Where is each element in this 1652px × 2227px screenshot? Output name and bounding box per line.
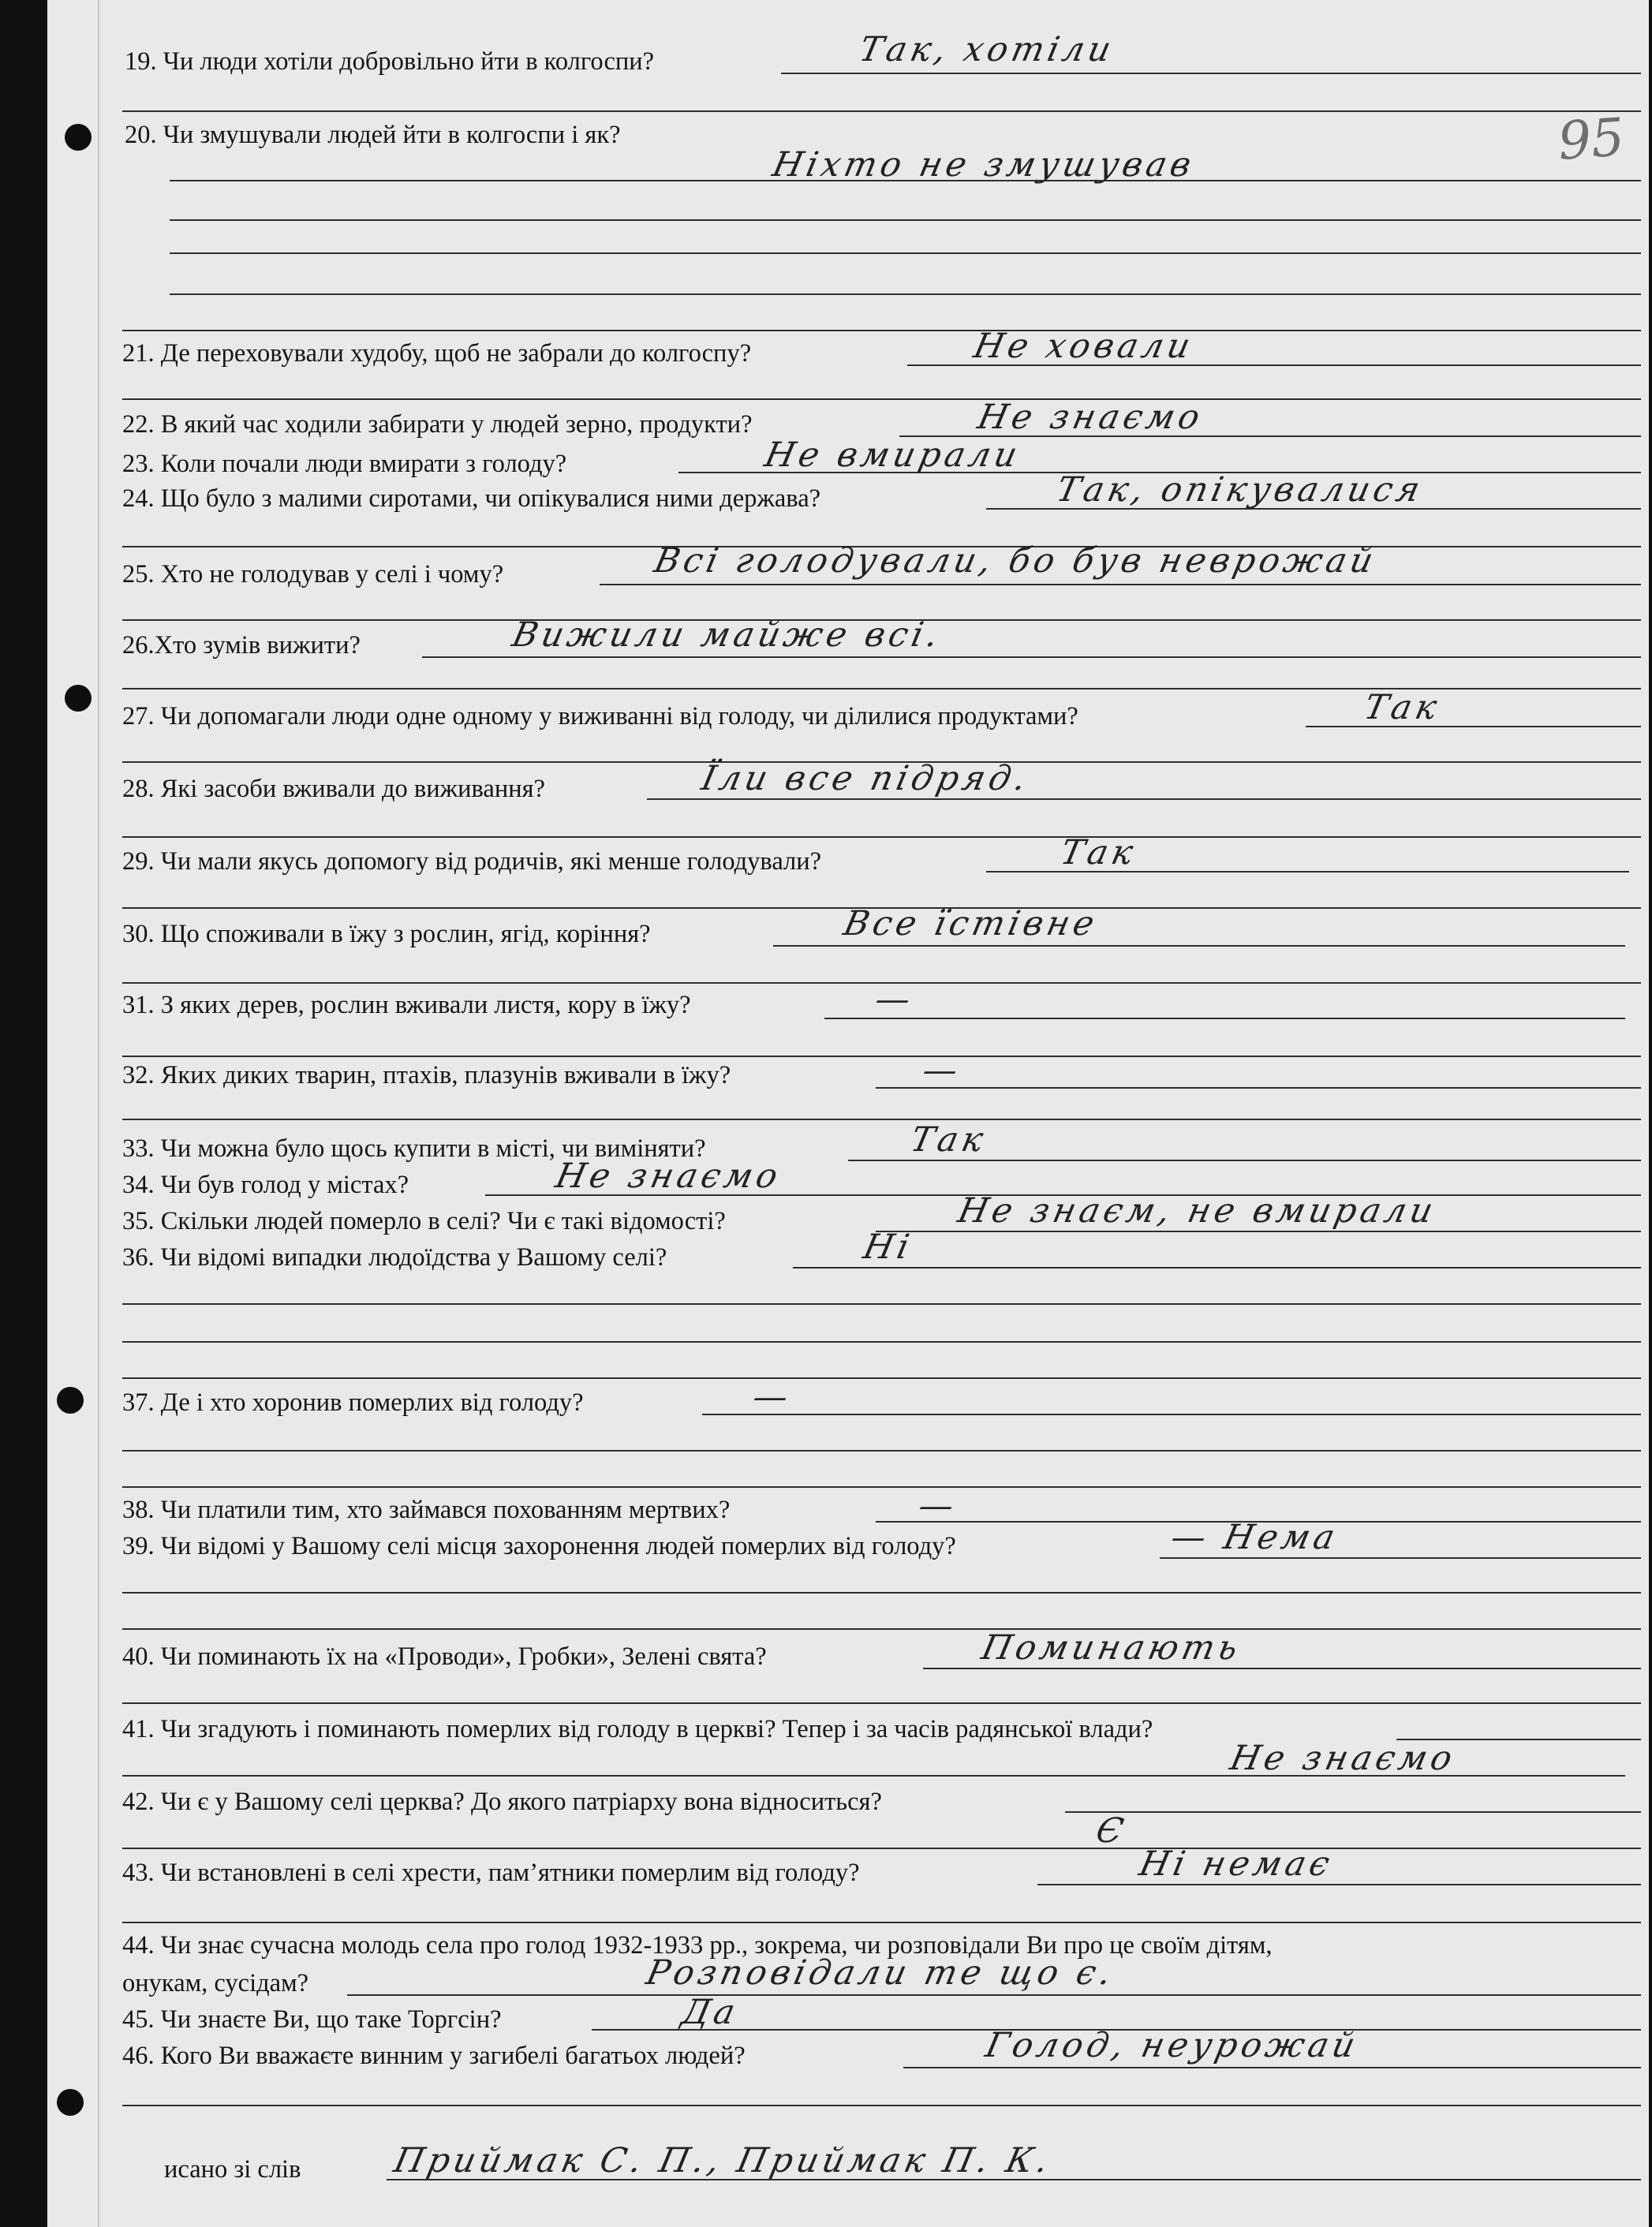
answer-line (876, 1087, 1641, 1089)
question-26: 26.Хто зумів вижити? (122, 631, 361, 660)
question-34: 34. Чи був голод у містах? (122, 1171, 409, 1199)
answer-26: Вижили майже всі. (508, 615, 946, 655)
answer-line (122, 1702, 1641, 1704)
answer-line (122, 1303, 1641, 1305)
question-27: 27. Чи допомагали люди одне одному у виживанні від голоду, чи ділилися продуктами? (122, 702, 1078, 731)
answer-27: Так (1360, 688, 1445, 727)
answer-line (122, 1486, 1641, 1488)
question-33: 33. Чи можна було щось купити в місті, чи виміняти? (122, 1134, 706, 1163)
answer-line (876, 1231, 1641, 1232)
question-30: 30. Що споживали в їжу з рослин, ягід, коріння? (122, 920, 651, 948)
answer-41: Не знаємо (1226, 1739, 1460, 1778)
binder-hole (65, 124, 92, 151)
answer-line (781, 73, 1641, 74)
answer-line (122, 1377, 1641, 1379)
question-23: 23. Коли почали люди вмирати з голоду? (122, 450, 567, 478)
answer-29: Так (1056, 833, 1141, 872)
question-35: 35. Скільки людей померло в селі? Чи є такі відомості? (122, 1207, 726, 1235)
answer-44: Розповідали те що є. (642, 1953, 1119, 1993)
answer-line (122, 1450, 1641, 1452)
question-19: 19. Чи люди хотіли добровільно йти в колгоспи? (125, 47, 655, 76)
question-25: 25. Хто не голодував у селі і чому? (122, 560, 504, 589)
answer-42: Є (1092, 1811, 1131, 1851)
answer-40: Поминають (977, 1628, 1246, 1668)
answer-line (1160, 1557, 1641, 1559)
question-43: 43. Чи встановлені в селі хрести, пам’ятники померлим від голоду? (122, 1859, 860, 1887)
answer-45: Да (678, 1993, 743, 2032)
question-22: 22. В який час ходили забирати у людей зерно, продукти? (122, 410, 753, 439)
questionnaire-sheet (47, 0, 1649, 2227)
answer-line (422, 656, 1641, 658)
answer-line (1065, 1811, 1641, 1813)
question-31: 31. З яких дерев, рослин вживали листя, кору в їжу? (122, 991, 691, 1019)
answer-line (170, 252, 1641, 254)
answer-33: Так (906, 1120, 991, 1160)
page-number: 95 (1556, 106, 1627, 172)
answer-21: Не ховали (970, 327, 1198, 366)
answer-line (170, 180, 1641, 181)
answer-19: Так, хотіли (855, 30, 1119, 69)
question-44-continued: онукам, сусідам? (122, 1969, 309, 1997)
answer-line (122, 1628, 1641, 1630)
answer-line (600, 584, 1641, 585)
question-36: 36. Чи відомі випадки людоїдства у Вашому селі? (122, 1243, 667, 1272)
question-32: 32. Яких диких тварин, птахів, плазунів вживали в їжу? (122, 1061, 731, 1089)
answer-34: Не знаємо (551, 1156, 786, 1196)
answer-line (702, 1414, 1641, 1415)
answer-line (122, 1592, 1641, 1594)
question-29: 29. Чи мали якусь допомогу від родичів, які менше голодували? (122, 847, 822, 876)
answer-28: Їли все підряд. (697, 759, 1033, 798)
binder-hole (57, 1387, 84, 1414)
answer-32: — (918, 1051, 966, 1090)
answer-line (1306, 726, 1641, 727)
signature-label: исано зі слів (164, 2155, 301, 2184)
answer-line (122, 1922, 1641, 1923)
answer-35: Не знаєм, не вмирали (954, 1191, 1441, 1231)
answer-line (903, 2067, 1641, 2068)
answer-line (122, 1056, 1641, 1057)
signature-answer: Приймак С. П., Приймак П. К. (390, 2141, 1056, 2180)
answer-line (773, 945, 1625, 947)
answer-line (122, 1119, 1641, 1120)
question-41: 41. Чи згадують і поминають померлих від голоду в церкві? Тепер і за часів радянської влади? (122, 1715, 1153, 1743)
answer-line (122, 1341, 1641, 1343)
answer-line (923, 1668, 1641, 1669)
answer-line (1037, 1884, 1641, 1885)
answer-46: Голод, неурожай (981, 2026, 1362, 2065)
answer-line (793, 1267, 1641, 1269)
question-20: 20. Чи змушували людей йти в колгоспи і як? (125, 121, 621, 149)
answer-line (122, 1848, 1641, 1849)
answer-43: Ні немає (1135, 1844, 1337, 1884)
answer-37: — (749, 1377, 796, 1417)
answer-line (122, 2105, 1641, 2106)
answer-line (848, 1160, 1641, 1161)
question-45: 45. Чи знаєте Ви, що таке Торгсін? (122, 2005, 502, 2034)
question-39: 39. Чи відомі у Вашому селі місця захоронення людей померлих від голоду? (122, 1532, 956, 1560)
answer-20: Ніхто не змушував (768, 145, 1199, 185)
answer-line (122, 330, 1641, 331)
answer-22: Не знаємо (974, 398, 1208, 437)
answer-line (122, 1775, 1625, 1777)
answer-23: Не вмирали (761, 435, 1025, 475)
answer-line (170, 219, 1641, 221)
answer-36: Ні (859, 1227, 917, 1267)
answer-line (824, 1018, 1625, 1019)
answer-line (122, 836, 1641, 838)
question-37: 37. Де і хто хоронив померлих від голоду? (122, 1388, 584, 1417)
answer-line (647, 798, 1641, 800)
question-21: 21. Де переховували худобу, щоб не забрали до колгоспу? (122, 339, 752, 368)
question-38: 38. Чи платили тим, хто займався похованням мертвих? (122, 1496, 731, 1524)
question-40: 40. Чи поминають їх на «Проводи», Гробки», Зелені свята? (122, 1642, 767, 1671)
answer-line (170, 293, 1641, 295)
answer-38: — (914, 1486, 962, 1526)
question-44: 44. Чи знає сучасна молодь села про голод 1932-1933 рр., зокрема, чи розповідали Ви про це своїм дітям, (122, 1931, 1273, 1960)
question-46: 46. Кого Ви вважаєте винним у загибелі багатьох людей? (122, 2042, 746, 2070)
question-28: 28. Які засоби вживали до виживання? (122, 775, 545, 803)
answer-30: Все їстівне (839, 904, 1102, 943)
question-42: 42. Чи є у Вашому селі церква? До якого патріарху вона відноситься? (122, 1788, 882, 1816)
answer-25: Всі голодували, бо був неврожай (650, 541, 1381, 581)
answer-line (122, 110, 1641, 112)
question-24: 24. Що було з малими сиротами, чи опікувалися ними держава? (122, 484, 821, 513)
answer-line (122, 398, 1641, 400)
answer-39: — Нема (1167, 1518, 1343, 1557)
binder-hole (65, 685, 92, 712)
answer-31: — (871, 980, 918, 1019)
binder-hole (57, 2089, 84, 2116)
answer-24: Так, опікувалися (1052, 470, 1427, 510)
answer-line (347, 1994, 1641, 1996)
